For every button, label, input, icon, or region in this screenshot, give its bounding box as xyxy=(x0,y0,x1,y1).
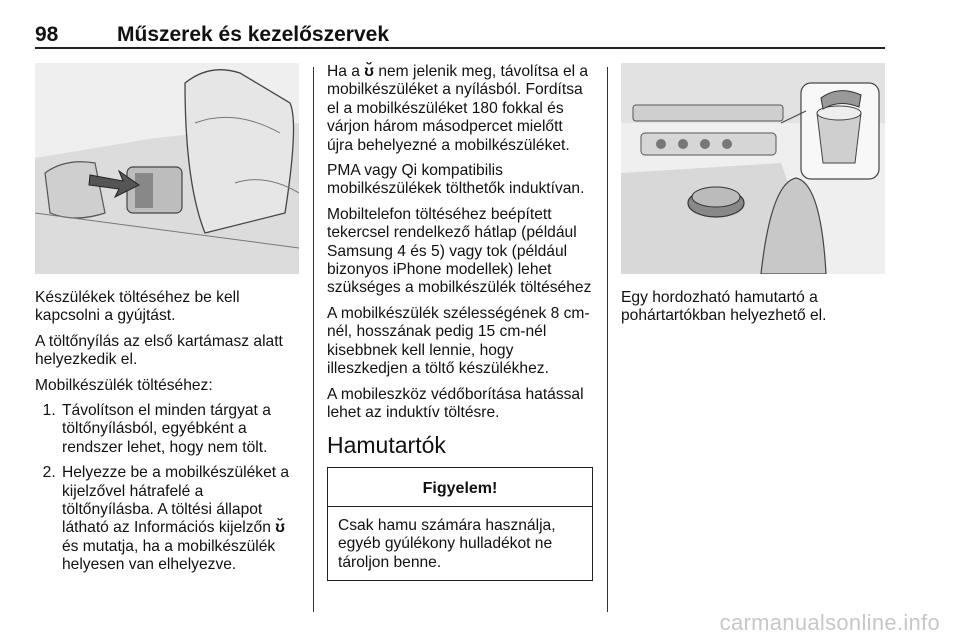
column-left xyxy=(35,63,299,582)
header-rule xyxy=(35,47,885,49)
section-heading: Hamutartók xyxy=(327,432,446,459)
ashtray-illustration xyxy=(621,63,885,274)
list-item xyxy=(60,402,299,457)
step-text: Helyezze be a mobilkészüléket a kijelzővel hátrafelé a töltőnyílásba. A töltési állapot látható az Információs kijelzőn xyxy=(62,464,290,537)
paragraph: A töltőnyílás az első kartámasz alatt helyezkedik el. xyxy=(35,332,283,369)
notice-title: Figyelem! xyxy=(328,468,592,507)
step-text-cont: és mutatja, ha a mobilkészülék helyesen van elhelyezve. xyxy=(62,537,276,574)
list-item xyxy=(60,464,299,574)
column-divider xyxy=(607,67,608,612)
page-number: 98 xyxy=(35,23,59,46)
charging-slot-illustration xyxy=(35,63,299,274)
column-right xyxy=(621,63,885,333)
charging-icon: ʊ̆ xyxy=(364,63,374,80)
watermark: carmanualsonline.info xyxy=(719,610,940,635)
text: Ha a xyxy=(327,63,360,80)
notice-box xyxy=(327,467,593,581)
text: nem jelenik meg, távolítsa el a mobilkészüléket a nyílásból. Fordítsa el a mobilkészüléket 180 fokkal és várjon három másodpercet mielőtt újra behelyezné a mobilkészüléket. xyxy=(327,63,589,154)
column-divider xyxy=(313,67,314,612)
caption: Készülékek töltéséhez be kell kapcsolni a gyújtást. xyxy=(35,289,240,325)
step-text: Távolítson el minden tárgyat a töltőnyílásból, egyébként a rendszer lehet, hogy nem tölt. xyxy=(62,402,271,456)
paragraph: PMA vagy Qi kompatibilis mobilkészülékek tölthetők induktívan. xyxy=(327,162,585,198)
charging-icon: ʊ̆ xyxy=(275,519,285,537)
paragraph xyxy=(327,63,593,155)
page-header xyxy=(35,9,885,49)
caption: Egy hordozható hamutartó a pohártartókban helyezhető el. xyxy=(621,289,827,325)
column-middle xyxy=(327,63,593,581)
paragraph: Mobiltelefon töltéséhez beépített tekercsel rendelkező hátlap (például Samsung 4 és 5) vagy tok (például bizonyos iPhone modellek) lehet szükséges a mobilkészülék töltéséhez xyxy=(327,205,592,297)
page-title: Műszerek és kezelőszervek xyxy=(117,23,390,46)
paragraph: A mobilkészülék szélességének 8 cm-nél, hosszának pedig 15 cm-nél kisebbnek kell lennie, hogy illeszkedjen a töltő készülékhez. xyxy=(327,304,590,378)
paragraph: Mobilkészülék töltéséhez: xyxy=(35,376,213,394)
notice-body: Csak hamu számára használja, egyéb gyúlékony hulladékot ne tároljon benne. xyxy=(338,516,556,571)
paragraph: A mobileszköz védőborítása hatással lehet az induktív töltésre. xyxy=(327,385,584,421)
steps-list xyxy=(35,402,299,575)
